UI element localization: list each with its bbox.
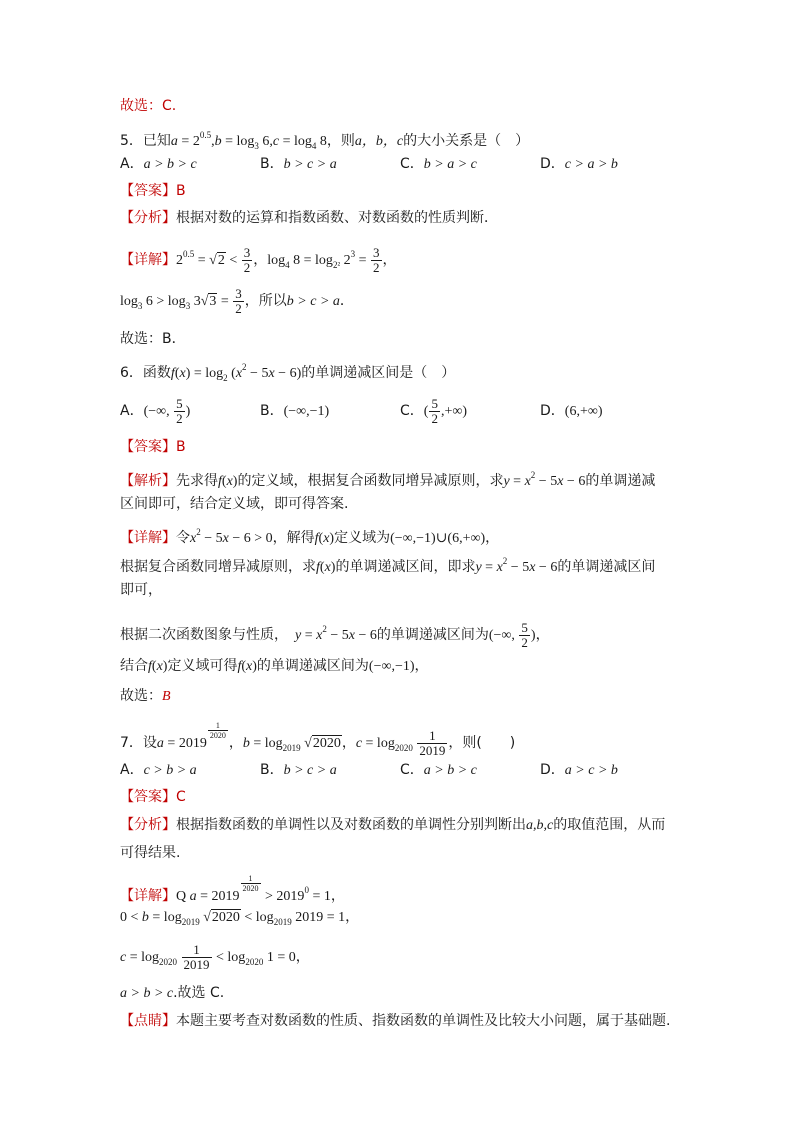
analysis-line (120, 208, 498, 228)
option-a: A．c > b > a (120, 762, 197, 778)
option-a: A．(−∞, $\frac{5}{2}$ ) (120, 395, 191, 426)
analysis-text: 根据对数的运算和指数函数、对数函数的性质判断． (176, 210, 498, 226)
question-5: 5．已知$a = 2^{0.5},b = \log_3 6,c = \log_4 8$，则a，b，c的大小关系是（ ） (120, 130, 530, 151)
detail-line-3: $c = \log_{2020}$ $\frac{1}{2019}$ < $\log_{2020} 1 = 0$， (120, 941, 310, 972)
answer-tag: 【答案】 (120, 183, 176, 199)
answer-choice-line: 故选：B． (120, 331, 186, 347)
question-number: 5． (120, 133, 143, 149)
option-c: C．a > b > c (400, 762, 477, 778)
option-c: C．b > a > c (400, 156, 477, 172)
comment-line: 【点睛】本题主要考查对数函数的性质、指数函数的单调性及比较大小问题，属于基础题. (120, 1013, 671, 1029)
solution-line-1: 【解析】先求得f(x)的定义域，根据复合函数同增异减原则，求$y = x^2 - 5x - 6$的单调递减 (120, 470, 656, 489)
detail-line-4: a > b > c.故选 C. (120, 985, 225, 1001)
answer-choice-line: 故选：B (120, 688, 171, 704)
option-b: B．b > c > a (260, 156, 337, 172)
variables: a，b，c (354, 134, 404, 149)
analysis-line-2: 可得结果. (120, 845, 181, 861)
detail-line-2: $0 < b = \log_{2019} √2020 < \log_{2019} 2019 = 1$， (120, 909, 360, 927)
question-7-options (120, 760, 680, 781)
option-b: B．(−∞,−1) (260, 403, 330, 419)
detail-line-2: $\log_3 6 > \log_3 3√3$ = $\frac{3}{2}$ ，所以b > c > a． (120, 285, 354, 316)
analysis-tag: 【分析】 (120, 210, 176, 226)
detail-line-4: 根据二次函数图象与性质， $y = x^2 - 5x - 6$的单调递减区间为(−∞, $\frac{5}{2}$ )， (120, 619, 550, 650)
question-6-options (120, 396, 680, 427)
option-b: B．b > c > a (260, 762, 337, 778)
answer-line (120, 181, 186, 201)
solution-line-2: 区间即可，结合定义域，即可得答案. (120, 496, 349, 512)
detail-line-1: 【详解】令$x^2 - 5x - 6 > 0$，解得f(x)定义域为(−∞,−1)∪(6,+∞)， (120, 527, 500, 546)
question-number: 6．函数 (120, 365, 171, 381)
detail-tag: 【详解】 (120, 252, 176, 268)
option-c: C．( $\frac{5}{2}$ ,+∞) (400, 395, 467, 426)
detail-line-1: 【详解】$2^{0.5} = √2$ < $\frac{3}{2}$ ，$\log_4 8 = \log_{2^2} 2^3$ = $\frac{3}{2}$ ， (120, 244, 397, 275)
text: 的大小关系是（ ） (403, 133, 530, 149)
answer-line: 【答案】C (120, 789, 186, 805)
option-d: D．a > c > b (540, 762, 618, 778)
text: ，则 (326, 133, 355, 149)
answer-value: B (176, 183, 186, 199)
analysis-line-1: 【分析】根据指数函数的单调性以及对数函数的单调性分别判断出a,b,c的取值范围，从而 (120, 817, 666, 833)
question-7: 7．设a = 2019 $\frac{1}{2020}$ ，$b = \log_{2019} √2020$，$c = \log_{2020}$ $\frac{1}{2019}$ ，则( ) (120, 721, 516, 758)
detail-line-5: 结合f(x)定义域可得f(x)的单调递减区间为(−∞,−1)， (120, 658, 429, 674)
answer-choice-line (120, 96, 176, 116)
option-d: D．c > a > b (540, 156, 618, 172)
text: 故选：C. (120, 98, 177, 114)
question-6: 6．函数$f(x) = \log_2 (x^2 - 5x - 6)$的单调递减区间是（ ） (120, 362, 456, 383)
detail-line-2: 根据复合函数同增异减原则，求f(x)的单调递减区间，即求$y = x^2 - 5x - 6$的单调递减区间 (120, 556, 656, 575)
question-5-options (120, 154, 680, 175)
option-a: A．a > b > c (120, 156, 197, 172)
question-number: 7．设 (120, 735, 157, 751)
answer-line: 【答案】B (120, 439, 186, 455)
detail-line-3: 即可， (120, 582, 162, 598)
option-d: D．(6,+∞) (540, 403, 603, 419)
text: 已知 (142, 133, 171, 149)
detail-line-1: 【详解】Q a = 2019 $\frac{1}{2020}$ > $2019^0 = 1$， (120, 874, 345, 904)
